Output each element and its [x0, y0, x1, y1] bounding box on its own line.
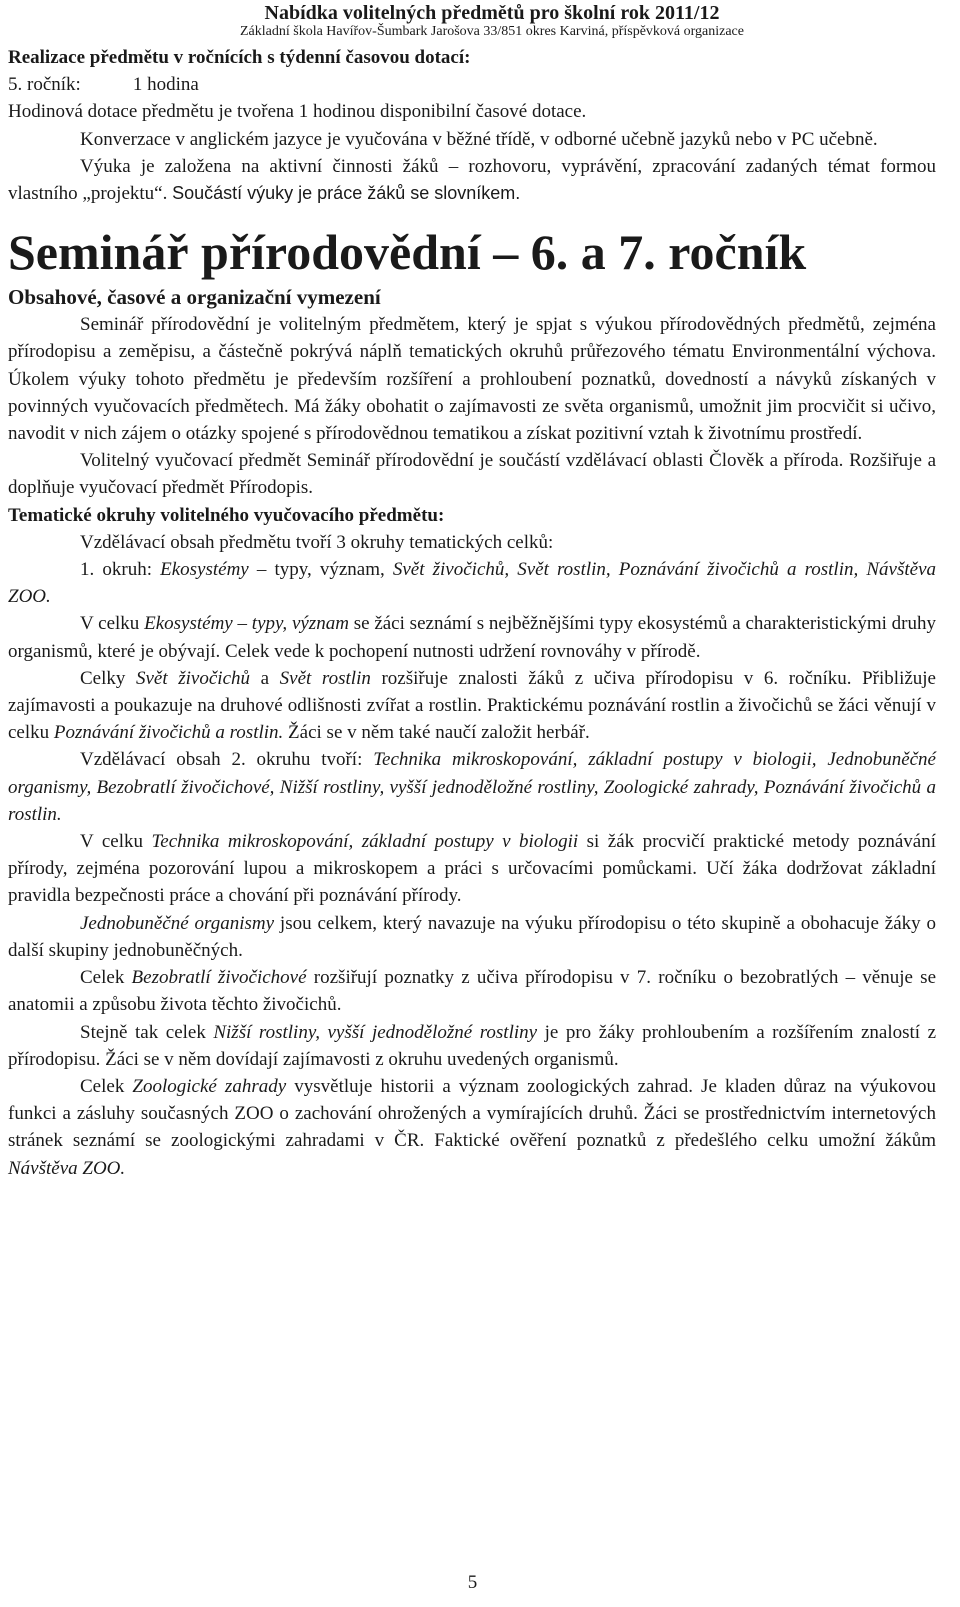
section-paragraph-10: Stejně tak celek Nižší rostliny, vyšší jednoděložné rostliny je pro žáky prohloubením a rozšířením znalostí z přírodopisu. Žáci se v něm dovídají zajímavosti z okruhu uvedených organismů. [8, 1021, 937, 1070]
document-page [8, 0, 936, 1182]
grade-hours [8, 71, 936, 98]
intro-paragraph-3-end: Součástí výuky je práce žáků se slovníkem. [172, 183, 521, 204]
section-paragraph-1b: Úkolem výuky tohoto předmětu je především rozšíření a prohloubení poznatků, dovedností a návyků získaných v povinných vyučovacích předmětech. Má žáky obohatit o zajímavosti ze světa organismů, umožnit jim procvičit si učivo, navodit v nich zájem o otázky spojené s přírodovědnou tematikou a získat pozitivní vztah k životnímu prostředí. [8, 368, 936, 445]
section-paragraph-8: Jednobuněčné organismy jsou celkem, který navazuje na výuku přírodopisu o této skupině a obohacuje žáky o další skupiny jednobuněčných. [8, 912, 936, 961]
section-paragraph-1a: Seminář přírodovědní je volitelným předmětem, který je spjat s výukou přírodovědných předmětů, zejména přírodopisu a zeměpisu, a částečně pokrývá náplň tematických okruhů průřezového tématu Environmentální výchova. [8, 314, 936, 363]
okruh-label: 1. okruh: [80, 559, 152, 581]
okruh-items-rest: Svět živočichů, Svět rostlin, Poznávání živočichů a rostlin, Návštěva ZOO. [8, 559, 936, 608]
section-subheading-2: Tematické okruhy volitelného vyučovacího předmětu: [8, 504, 445, 526]
intro-paragraph-1: Hodinová dotace předmětu je tvořena 1 hodinou disponibilní časové dotace. [8, 101, 587, 123]
intro-paragraph-3-text: Výuka je založena na aktivní činnosti žáků – rozhovoru, vyprávění, zpracování zadaných témat formou vlastního „projektu“. [8, 155, 936, 205]
grade-label: 5. ročník: [8, 74, 81, 96]
okruh-item: Ekosystémy [160, 559, 249, 581]
section-paragraph-6: Vzdělávací obsah 2. okruhu tvoří: Technika mikroskopování, základní postupy v biologii, Jednobuněčné organismy, Bezobratlí živočichové, Nižší rostliny, vyšší jednoděložné rostliny, Zoologické zahrady, Poznávání živočichů a rostlin. [8, 749, 936, 825]
section-paragraph-2: Volitelný vyučovací předmět Seminář přírodovědní je součástí vzdělávací oblasti Člověk a příroda. Rozšiřuje a doplňuje vyučovací předmět Přírodopis. [8, 450, 936, 499]
section-paragraph-11: Celek Zoologické zahrady vysvětluje historii a význam zoologických zahrad. Je kladen důraz na výukovou funkci a zásluhy současných ZOO o zachování ohrožených a vymírajících druhů. Žáci se prostřednictvím internetových stránek seznámí se zoologickými zahradami v ČR. Faktické ověření poznatků z předešlého celku umožní žákům Návštěva ZOO. [8, 1075, 937, 1179]
intro-paragraph-3 [8, 153, 936, 207]
document-title: Nabídka volitelných předmětů pro školní rok 2011/12 [264, 2, 720, 24]
intro-heading: Realizace předmětu v ročnících s týdenní časovou dotací: [8, 47, 471, 68]
section-paragraph-7: V celku Technika mikroskopování, základní postupy v biologii si žák procvičí praktické metody poznávání přírody, zejména pozorování lupou a mikroskopem a práci s určovacími pomůckami. Učí žáka dodržovat základní pravidla bezpečnosti práce a chování při poznávání přírody. [8, 831, 936, 907]
section-paragraph-1 [8, 311, 936, 447]
section-paragraph-9: Celek Bezobratlí živočichové rozšiřují poznatky z učiva přírodopisu v 7. ročníku o bezobratlých – věnuje se anatomii a způsobu života těchto živočichů. [8, 967, 936, 1016]
school-name: Základní škola Havířov-Šumbark Jarošova 33/851 okres Karviná, příspěvková organizace [240, 24, 744, 39]
hours-value: 1 hodina [132, 74, 199, 96]
section-paragraph-4: V celku Ekosystémy – typy, význam se žáci seznámí s nejběžnějšími typy ekosystémů a charakteristickými druhy organismů, které je obývají. Celek vede k pochopení nutnosti udržení rovnováhy v přírodě. [8, 613, 936, 662]
section-subheading-1: Obsahové, časové a organizační vymezení [8, 285, 381, 310]
intro-paragraph-2: Konverzace v anglickém jazyce je vyučována v běžné třídě, v odborné učebně jazyků nebo v PC učebně. [80, 128, 878, 150]
section-paragraph-3: Vzdělávací obsah předmětu tvoří 3 okruhy tematických celků: [80, 531, 554, 553]
okruh-paragraph: 1. okruh: Ekosystémy – typy, význam, Svět živočichů, Svět rostlin, Poznávání živočichů a rostlin, Návštěva ZOO. [8, 559, 936, 608]
section-paragraph-5: Celky Svět živočichů a Svět rostlin rozšiřuje znalosti žáků z učiva přírodopisu v 6. ročníku. Přibližuje zajímavosti a poukazuje na druhové odlišnosti zvířat a rostlin. Praktickému poznávání rostlin a živočichů se žáci věnují v celku Poznávání živočichů a rostlin. Žáci se v něm také naučí založit herbář. [8, 667, 936, 744]
section-title: Seminář přírodovědní – 6. a 7. ročník [8, 224, 807, 281]
page-number: 5 [467, 1572, 478, 1593]
